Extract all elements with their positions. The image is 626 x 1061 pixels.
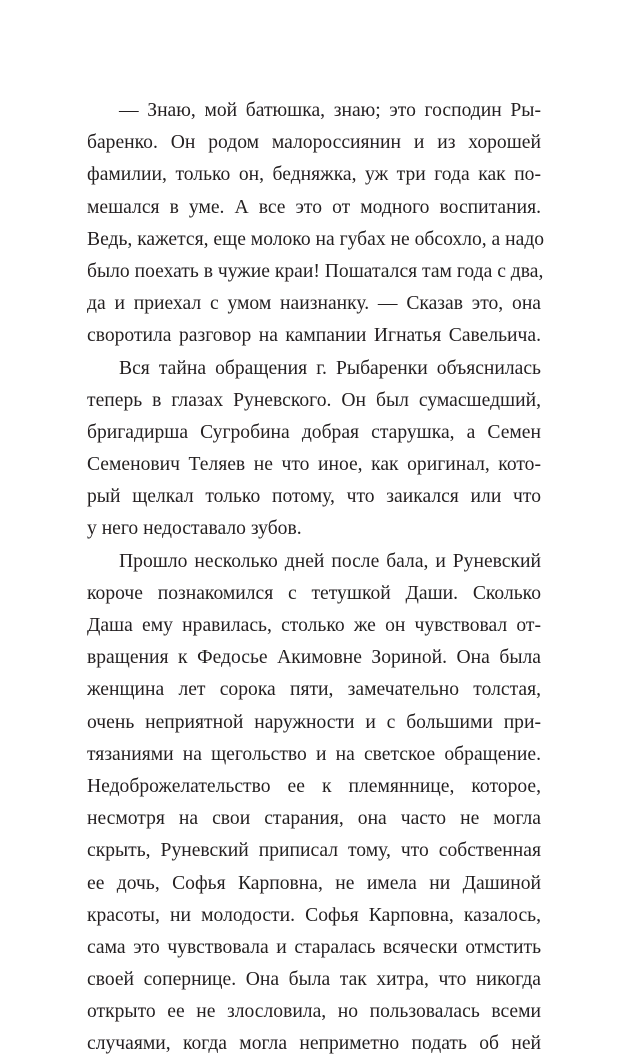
- text-line: случаями, когда могла неприметно подать об ней: [87, 1033, 541, 1055]
- text-line: рый щелкал только потому, что заикался или что: [87, 486, 541, 508]
- text-line: — Знаю, мой батюшка, знаю; это господин Ры-: [119, 100, 541, 121]
- text-line: теперь в глазах Руневского. Он был сумасшедший,: [87, 389, 541, 411]
- text-line: Вся тайна обращения г. Рыбаренки объяснилась: [119, 357, 541, 379]
- text-line: скрыть, Руневский приписал тому, что собственная: [87, 840, 541, 862]
- text-line: Недоброжелательство ее к племяннице, которое,: [87, 775, 541, 797]
- text-line: Ведь, кажется, еще молоко на губах не обсохло, а надо: [87, 228, 545, 250]
- text-line: ее дочь, Софья Карповна, не имела ни Дашиной: [87, 872, 541, 894]
- text-line: было поехать в чужие краи! Пошатался там года с два,: [87, 260, 544, 282]
- text-line: вращения к Федосье Акимовне Зориной. Она была: [87, 647, 541, 669]
- text-line: Даша ему нравилась, столько же он чувствовал от-: [87, 615, 541, 636]
- text-line: несмотря на свои старания, она часто не могла: [87, 808, 541, 830]
- text-line: сама это чувствовала и старалась всячески отмстить: [87, 936, 541, 958]
- text-line: женщина лет сорока пяти, замечательно толстая,: [87, 679, 541, 701]
- text-line: мешался в уме. А все это от модного воспитания.: [87, 196, 541, 218]
- text-line: у него недоставало зубов.: [87, 518, 302, 540]
- text-line: тязаниями на щегольство и на светское обращение.: [87, 743, 541, 765]
- text-line: открыто ее не злословила, но пользовалась всеми: [87, 1001, 541, 1023]
- body-text: [87, 95, 545, 1061]
- text-line: короче познакомился с тетушкой Даши. Сколько: [87, 582, 541, 604]
- text-line: фамилии, только он, бедняжка, уж три года как по-: [87, 164, 541, 186]
- text-line: очень неприятной наружности и с большими при-: [87, 711, 541, 733]
- text-line: баренко. Он родом малороссиянин и из хорошей: [87, 132, 541, 154]
- text-line: своротила разговор на кампании Игнатья Савельича.: [87, 325, 541, 347]
- text-line: своей сопернице. Она была так хитра, что никогда: [87, 969, 541, 991]
- text-line: да и приехал с умом наизнанку. — Сказав это, она: [87, 293, 541, 315]
- text-line: Прошло несколько дней после бала, и Руневский: [119, 550, 541, 572]
- text-line: красоты, ни молодости. Софья Карповна, казалось,: [87, 904, 541, 926]
- text-line: Семенович Теляев не что иное, как оригинал, кото-: [87, 454, 541, 476]
- text-line: бригадирша Сугробина добрая старушка, а Семен: [87, 421, 541, 443]
